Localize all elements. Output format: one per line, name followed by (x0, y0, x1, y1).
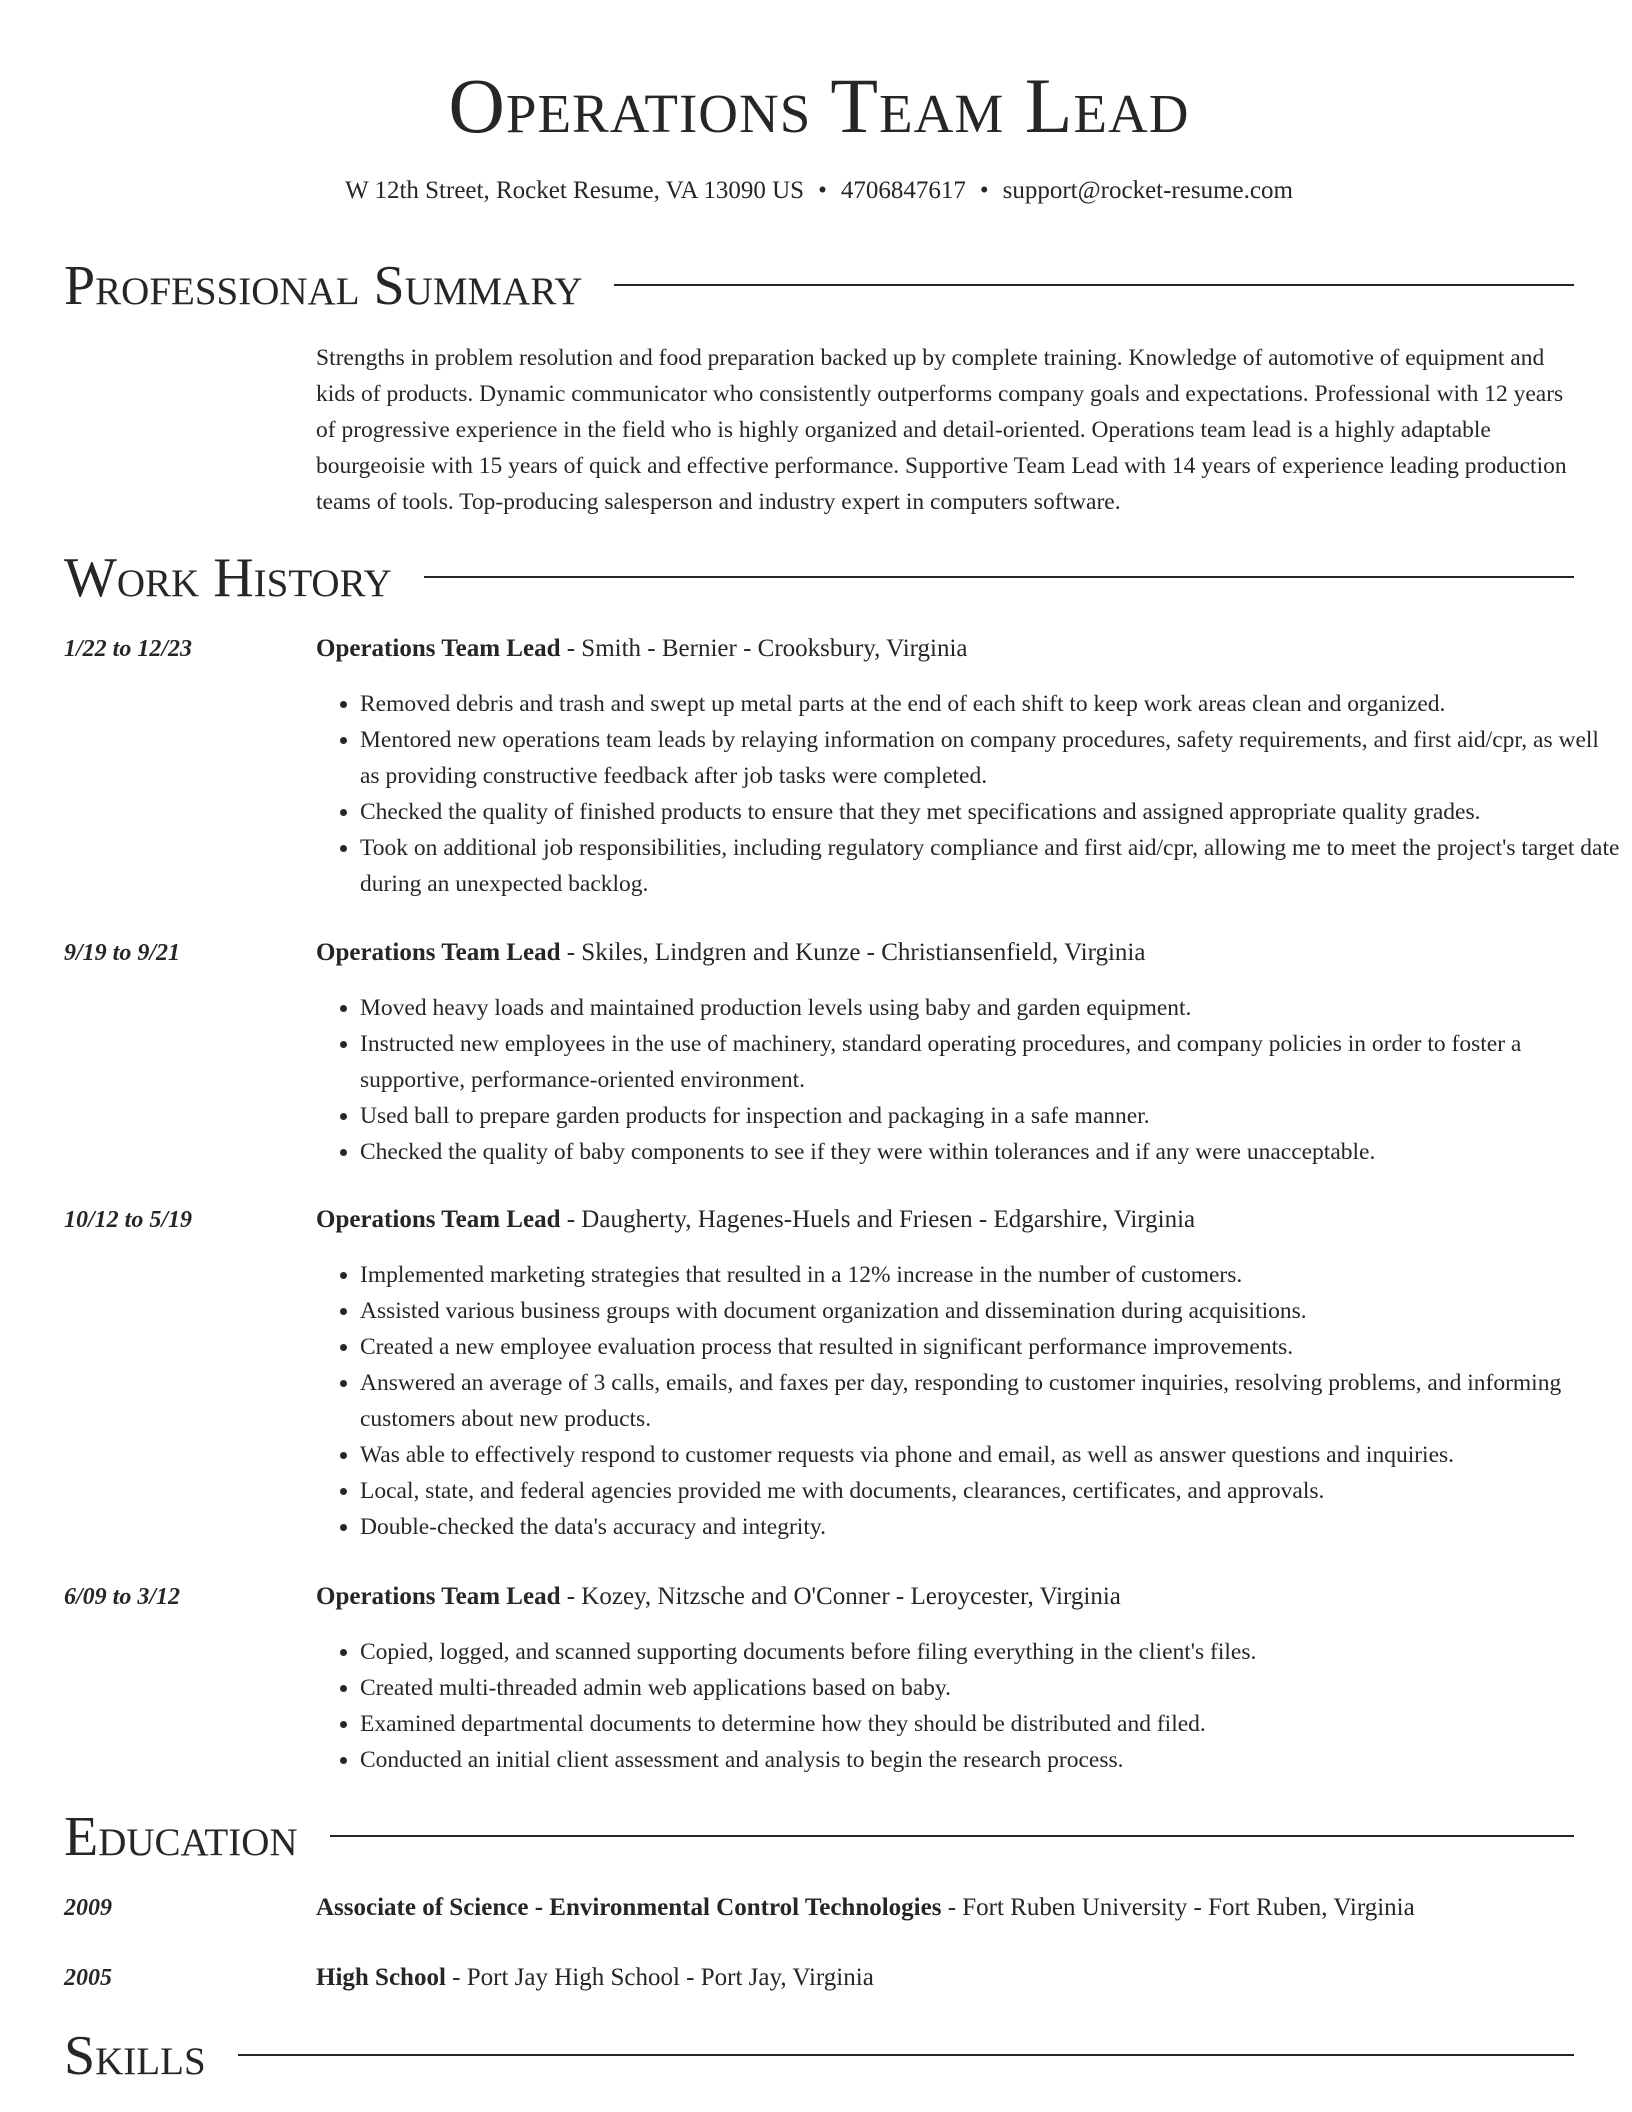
job-bullet-list (316, 1634, 1620, 1778)
job-bullet-list (316, 1257, 1620, 1545)
job-title: Operations Team Lead (316, 1583, 561, 1610)
job-dates: 9/19 to 9/21 (64, 940, 181, 966)
list-item: • Answered an average of 3 calls, emails, and faxes per day, responding to customer inquiries, resolving problems, and informing customers about new products. (360, 1365, 1620, 1437)
list-item: • Checked the quality of baby components to see if they were within tolerances and if any were unacceptable. (360, 1134, 1620, 1170)
job-heading (316, 1580, 1576, 1614)
job-details: - Kozey, Nitzsche and O'Conner - Leroycester, Virginia (560, 1583, 1121, 1610)
section-header-summary (64, 254, 1574, 318)
contact-separator: • (979, 177, 989, 204)
contact-email: support@rocket-resume.com (1002, 177, 1293, 204)
job-title: Operations Team Lead (316, 939, 561, 966)
list-item: • Conducted an initial client assessment and analysis to begin the research process. (360, 1742, 1620, 1778)
job-heading (316, 1203, 1576, 1237)
list-item: • Moved heavy loads and maintained production levels using baby and garden equipment. (360, 990, 1620, 1026)
list-item: • Mentored new operations team leads by relaying information on company procedures, safety requirements, and first aid/cpr, as well as providing constructive feedback after job tasks were completed. (360, 722, 1620, 794)
job-dates: 1/22 to 12/23 (64, 636, 193, 662)
section-header-skills (64, 2024, 1574, 2088)
job-title: Operations Team Lead (316, 1206, 561, 1233)
job-dates: 6/09 to 3/12 (64, 1584, 181, 1610)
education-year: 2005 (64, 1965, 112, 1991)
education-degree: High School (316, 1964, 446, 1991)
list-item: • Created a new employee evaluation process that resulted in significant performance improvements. (360, 1329, 1620, 1365)
section-divider (238, 2054, 1574, 2056)
education-degree: Associate of Science - Environmental Control Technologies (316, 1894, 942, 1921)
education-year: 2009 (64, 1895, 112, 1921)
list-item: • Examined departmental documents to determine how they should be distributed and filed. (360, 1706, 1620, 1742)
list-item: • Instructed new employees in the use of machinery, standard operating procedures, and company policies in order to foster a supportive, performance-oriented environment. (360, 1026, 1620, 1098)
list-item: • Double-checked the data's accuracy and integrity. (360, 1509, 1620, 1545)
contact-line (64, 174, 1574, 208)
job-details: - Skiles, Lindgren and Kunze - Christiansenfield, Virginia (560, 939, 1146, 966)
section-title-summary: Professional Summary (64, 255, 583, 317)
section-header-education (64, 1805, 1574, 1869)
list-item: • Checked the quality of finished products to ensure that they met specifications and assigned appropriate quality grades. (360, 794, 1620, 830)
list-item: • Used ball to prepare garden products for inspection and packaging in a safe manner. (360, 1098, 1620, 1134)
education-details: - Port Jay High School - Port Jay, Virginia (445, 1964, 874, 1991)
list-item: • Implemented marketing strategies that resulted in a 12% increase in the number of customers. (360, 1257, 1620, 1293)
job-heading (316, 632, 1576, 666)
list-item: • Took on additional job responsibilities, including regulatory compliance and first aid/cpr, allowing me to meet the project's target date during an unexpected backlog. (360, 830, 1620, 902)
job-details: - Smith - Bernier - Crooksbury, Virginia (560, 635, 968, 662)
list-item: • Copied, logged, and scanned supporting documents before filing everything in the client's files. (360, 1634, 1620, 1670)
contact-separator: • (818, 177, 827, 204)
contact-phone: 4706847617 (840, 177, 966, 204)
job-bullet-list (316, 990, 1620, 1170)
job-dates: 10/12 to 5/19 (64, 1207, 193, 1233)
section-divider (614, 284, 1574, 286)
education-details: - Fort Ruben University - Fort Ruben, Virginia (941, 1894, 1415, 1921)
section-divider (330, 1835, 1574, 1837)
job-title: Operations Team Lead (316, 635, 561, 662)
list-item: • Local, state, and federal agencies provided me with documents, clearances, certificates, and approvals. (360, 1473, 1620, 1509)
contact-address: W 12th Street, Rocket Resume, VA 13090 US (345, 177, 805, 204)
list-item: • Was able to effectively respond to customer requests via phone and email, as well as answer questions and inquiries. (360, 1437, 1620, 1473)
section-title-work-history: Work History (64, 547, 392, 609)
section-title-skills: Skills (64, 2025, 206, 2087)
job-heading (316, 936, 1576, 970)
list-item: • Created multi-threaded admin web applications based on baby. (360, 1670, 1620, 1706)
section-header-work-history (64, 546, 1574, 610)
job-bullet-list (316, 686, 1620, 902)
resume-title: Operations Team Lead (448, 62, 1190, 149)
section-divider (424, 576, 1574, 578)
job-details: - Daugherty, Hagenes-Huels and Friesen - Edgarshire, Virginia (560, 1206, 1196, 1233)
list-item: • Removed debris and trash and swept up metal parts at the end of each shift to keep work areas clean and organized. (360, 686, 1620, 722)
summary-text: Strengths in problem resolution and food preparation backed up by complete training. Knowledge of automotive of equipment and kids of products. Dynamic communicator who consistently outperforms company goals and expectations. Professional with 12 years of progressive experience in the field who is highly organized and detail-oriented. Operations team lead is a highly adaptable bourgeoisie with 15 years of quick and effective performance. Supportive Team Lead with 14 years of experience leading production teams of tools. Top-producing salesperson and industry expert in computers software. (316, 345, 1567, 515)
education-entry (316, 1891, 1576, 1925)
list-item: • Assisted various business groups with document organization and dissemination during acquisitions. (360, 1293, 1620, 1329)
section-title-education: Education (64, 1806, 298, 1868)
education-entry (316, 1961, 1576, 1995)
